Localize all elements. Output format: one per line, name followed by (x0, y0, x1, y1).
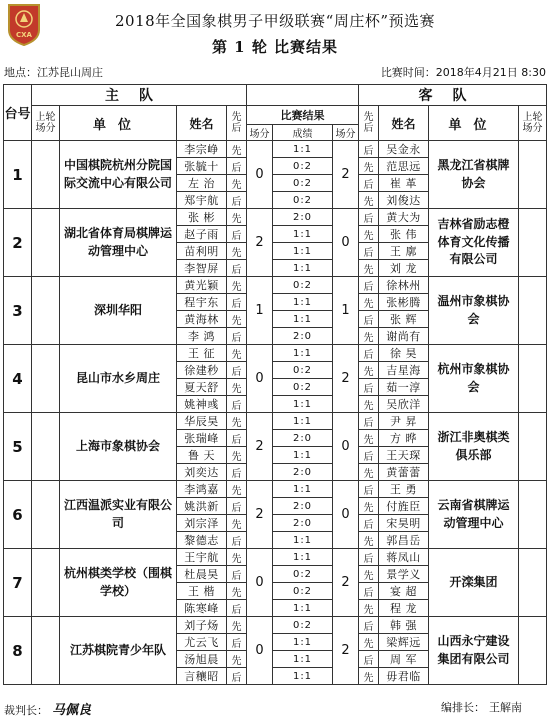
home-player-name: 赵子雨 (177, 226, 227, 243)
home-match-points: 2 (247, 209, 273, 277)
away-player-name: 尹 昇 (379, 413, 429, 430)
home-match-points: 0 (247, 345, 273, 413)
home-player-name: 尤云飞 (177, 634, 227, 651)
away-side: 先 (359, 396, 379, 413)
away-side: 后 (359, 209, 379, 226)
away-side: 后 (359, 141, 379, 158)
game-score: 1:1 (273, 243, 333, 260)
game-score: 2:0 (273, 328, 333, 345)
away-side: 后 (359, 345, 379, 362)
away-player-name: 宴 超 (379, 583, 429, 600)
away-unit: 吉林省励志橙体育文化传播有限公司 (429, 209, 519, 277)
away-side: 后 (359, 311, 379, 328)
away-prev-points (519, 413, 547, 481)
away-match-points: 2 (333, 345, 359, 413)
home-match-points: 2 (247, 413, 273, 481)
game-score: 2:0 (273, 515, 333, 532)
away-player-name: 梁辉远 (379, 634, 429, 651)
home-unit: 江苏棋院青少年队 (60, 617, 177, 685)
away-player-name: 茹一淳 (379, 379, 429, 396)
away-side: 先 (359, 192, 379, 209)
home-player-name: 苗利明 (177, 243, 227, 260)
game-score: 1:1 (273, 396, 333, 413)
away-match-points: 0 (333, 209, 359, 277)
away-side: 先 (359, 430, 379, 447)
away-unit: 杭州市象棋协会 (429, 345, 519, 413)
away-side: 先 (359, 600, 379, 617)
game-score: 1:1 (273, 600, 333, 617)
home-side: 后 (227, 430, 247, 447)
home-side: 先 (227, 243, 247, 260)
home-prev-points (32, 413, 60, 481)
game-score: 1:1 (273, 413, 333, 430)
table-number: 5 (4, 413, 32, 481)
home-side: 后 (227, 158, 247, 175)
home-side-header: 先后 (227, 106, 247, 141)
game-score: 0:2 (273, 583, 333, 600)
away-side: 先 (359, 294, 379, 311)
away-player-name: 谢尚有 (379, 328, 429, 345)
home-side: 后 (227, 294, 247, 311)
away-unit-header: 单位 (429, 106, 519, 141)
results-table (3, 84, 547, 685)
away-match-points-header: 场分 (333, 125, 359, 141)
away-side: 后 (359, 413, 379, 430)
away-side: 后 (359, 447, 379, 464)
home-player-name: 李智屏 (177, 260, 227, 277)
home-name-header: 姓名 (177, 106, 227, 141)
away-player-name: 王天琛 (379, 447, 429, 464)
table-row (4, 141, 547, 158)
away-side: 后 (359, 549, 379, 566)
home-prev-points (32, 209, 60, 277)
away-side: 先 (359, 634, 379, 651)
away-side: 先 (359, 226, 379, 243)
away-side: 后 (359, 515, 379, 532)
away-player-name: 景学义 (379, 566, 429, 583)
home-player-name: 左 治 (177, 175, 227, 192)
away-match-points: 0 (333, 481, 359, 549)
home-player-name: 徐建秒 (177, 362, 227, 379)
home-side: 后 (227, 328, 247, 345)
venue-label: 地点：江苏昆山周庄 (4, 66, 103, 79)
away-name-header: 姓名 (379, 106, 429, 141)
away-side: 先 (359, 566, 379, 583)
game-score: 1:1 (273, 141, 333, 158)
table-row (4, 617, 547, 634)
away-side-header: 先后 (359, 106, 379, 141)
home-prev-points-header: 上轮场分 (32, 106, 60, 141)
game-score: 0:2 (273, 158, 333, 175)
home-side: 先 (227, 277, 247, 294)
home-side: 后 (227, 600, 247, 617)
home-prev-points (32, 277, 60, 345)
game-score: 1:1 (273, 668, 333, 685)
table-number: 4 (4, 345, 32, 413)
game-score: 1:1 (273, 226, 333, 243)
home-side: 先 (227, 447, 247, 464)
away-match-points: 2 (333, 141, 359, 209)
game-score: 2:0 (273, 464, 333, 481)
home-player-name: 王 楷 (177, 583, 227, 600)
home-side: 后 (227, 362, 247, 379)
table-number: 8 (4, 617, 32, 685)
away-player-name: 张彬腾 (379, 294, 429, 311)
home-side: 先 (227, 175, 247, 192)
home-player-name: 夏天舒 (177, 379, 227, 396)
home-side: 先 (227, 515, 247, 532)
table-no-header: 台号 (4, 85, 32, 141)
home-side: 后 (227, 498, 247, 515)
home-player-name: 汤旭晨 (177, 651, 227, 668)
game-score: 1:1 (273, 532, 333, 549)
away-side: 先 (359, 464, 379, 481)
home-side: 先 (227, 345, 247, 362)
away-player-name: 郭昌岳 (379, 532, 429, 549)
home-match-points-header: 场分 (247, 125, 273, 141)
away-player-name: 毋君临 (379, 668, 429, 685)
home-side: 先 (227, 209, 247, 226)
home-unit: 杭州棋类学校（围棋学校） (60, 549, 177, 617)
game-score: 1:1 (273, 481, 333, 498)
home-side: 先 (227, 481, 247, 498)
away-unit: 浙江非奥棋类俱乐部 (429, 413, 519, 481)
away-player-name: 周 军 (379, 651, 429, 668)
game-score: 0:2 (273, 362, 333, 379)
away-side: 先 (359, 532, 379, 549)
home-unit-header: 单位 (60, 106, 177, 141)
away-side: 先 (359, 668, 379, 685)
home-player-name: 张 彬 (177, 209, 227, 226)
table-row (4, 209, 547, 226)
home-prev-points (32, 549, 60, 617)
home-side: 先 (227, 617, 247, 634)
home-side: 先 (227, 311, 247, 328)
arranger-signature-block (441, 699, 522, 715)
away-player-name: 程 龙 (379, 600, 429, 617)
home-player-name: 王 征 (177, 345, 227, 362)
home-prev-points (32, 141, 60, 209)
away-side: 先 (359, 328, 379, 345)
away-match-points: 2 (333, 617, 359, 685)
home-unit: 江西温派实业有限公司 (60, 481, 177, 549)
away-side: 先 (359, 260, 379, 277)
game-score: 1:1 (273, 651, 333, 668)
home-player-name: 李 鸿 (177, 328, 227, 345)
game-score: 2:0 (273, 209, 333, 226)
arranger-name: 王解南 (489, 701, 522, 714)
away-player-name: 王 廓 (379, 243, 429, 260)
table-number: 7 (4, 549, 32, 617)
home-match-points: 0 (247, 141, 273, 209)
away-player-name: 付旌臣 (379, 498, 429, 515)
game-score: 0:2 (273, 175, 333, 192)
away-side: 后 (359, 243, 379, 260)
game-score: 0:2 (273, 566, 333, 583)
home-side: 后 (227, 634, 247, 651)
away-player-name: 黄蕾蕾 (379, 464, 429, 481)
away-player-name: 韩 强 (379, 617, 429, 634)
away-team-header: 客队 (359, 85, 547, 106)
home-player-name: 姚神彧 (177, 396, 227, 413)
home-unit: 昆山市水乡周庄 (60, 345, 177, 413)
referee-signature: 马佩良 (52, 703, 92, 718)
home-player-name: 张毓十 (177, 158, 227, 175)
away-match-points: 2 (333, 549, 359, 617)
away-match-points: 0 (333, 413, 359, 481)
home-side: 后 (227, 260, 247, 277)
home-side: 后 (227, 532, 247, 549)
referee-label: 裁判长： (4, 704, 48, 717)
home-player-name: 张瑞峰 (177, 430, 227, 447)
home-player-name: 李宗峥 (177, 141, 227, 158)
away-prev-points (519, 345, 547, 413)
game-score: 1:1 (273, 260, 333, 277)
away-player-name: 吴金永 (379, 141, 429, 158)
away-player-name: 刘 龙 (379, 260, 429, 277)
away-player-name: 徐林州 (379, 277, 429, 294)
home-side: 后 (227, 464, 247, 481)
home-side: 后 (227, 226, 247, 243)
home-player-name: 黄海林 (177, 311, 227, 328)
table-row (4, 481, 547, 498)
home-player-name: 黄光颖 (177, 277, 227, 294)
away-unit: 黑龙江省棋牌协会 (429, 141, 519, 209)
home-player-name: 刘子炀 (177, 617, 227, 634)
away-unit: 山西永宁建设集团有限公司 (429, 617, 519, 685)
away-prev-points (519, 481, 547, 549)
away-player-name: 王 勇 (379, 481, 429, 498)
home-player-name: 刘宗泽 (177, 515, 227, 532)
home-unit: 中国棋院杭州分院国际交流中心有限公司 (60, 141, 177, 209)
table-number: 3 (4, 277, 32, 345)
spacer (247, 85, 359, 106)
away-side: 后 (359, 175, 379, 192)
score-header: 成绩 (273, 125, 333, 141)
away-side: 后 (359, 277, 379, 294)
home-side: 后 (227, 668, 247, 685)
game-score: 1:1 (273, 447, 333, 464)
away-player-name: 蒋凤山 (379, 549, 429, 566)
away-prev-points (519, 549, 547, 617)
away-prev-points (519, 141, 547, 209)
round-subtitle: 第 1 轮 比赛结果 (211, 38, 339, 56)
home-side: 先 (227, 141, 247, 158)
away-player-name: 张 辉 (379, 311, 429, 328)
away-unit: 温州市象棋协会 (429, 277, 519, 345)
table-row (4, 549, 547, 566)
away-player-name: 刘俊达 (379, 192, 429, 209)
home-player-name: 刘奕达 (177, 464, 227, 481)
home-player-name: 姚洪新 (177, 498, 227, 515)
home-player-name: 李鸿嘉 (177, 481, 227, 498)
game-score: 2:0 (273, 498, 333, 515)
home-side: 后 (227, 192, 247, 209)
home-side: 后 (227, 396, 247, 413)
away-player-name: 方 晔 (379, 430, 429, 447)
home-match-points: 2 (247, 481, 273, 549)
game-score: 1:1 (273, 294, 333, 311)
result-group-header: 比赛结果 (247, 106, 359, 125)
arranger-label: 编排长： (441, 701, 485, 714)
away-player-name: 张 伟 (379, 226, 429, 243)
away-side: 后 (359, 481, 379, 498)
home-unit: 深圳华阳 (60, 277, 177, 345)
game-score: 1:1 (273, 345, 333, 362)
away-unit: 开滦集团 (429, 549, 519, 617)
home-unit: 上海市象棋协会 (60, 413, 177, 481)
game-score: 2:0 (273, 430, 333, 447)
away-prev-points-header: 上轮场分 (519, 106, 547, 141)
home-match-points: 0 (247, 617, 273, 685)
away-side: 先 (359, 158, 379, 175)
game-score: 1:1 (273, 311, 333, 328)
home-player-name: 程宇东 (177, 294, 227, 311)
home-player-name: 华辰昊 (177, 413, 227, 430)
away-side: 先 (359, 362, 379, 379)
game-score: 1:1 (273, 549, 333, 566)
home-match-points: 1 (247, 277, 273, 345)
home-match-points: 0 (247, 549, 273, 617)
home-side: 先 (227, 379, 247, 396)
home-side: 先 (227, 583, 247, 600)
table-row (4, 413, 547, 430)
home-player-name: 王宇航 (177, 549, 227, 566)
home-player-name: 鲁 天 (177, 447, 227, 464)
game-score: 0:2 (273, 277, 333, 294)
away-side: 后 (359, 583, 379, 600)
home-team-header: 主队 (32, 85, 247, 106)
away-prev-points (519, 209, 547, 277)
home-side: 先 (227, 651, 247, 668)
home-prev-points (32, 481, 60, 549)
home-player-name: 陈寒峰 (177, 600, 227, 617)
game-score: 0:2 (273, 617, 333, 634)
home-unit: 湖北省体育局棋牌运动管理中心 (60, 209, 177, 277)
home-side: 先 (227, 413, 247, 430)
away-side: 后 (359, 651, 379, 668)
away-player-name: 崔 革 (379, 175, 429, 192)
away-player-name: 吉星海 (379, 362, 429, 379)
home-side: 先 (227, 549, 247, 566)
away-side: 后 (359, 379, 379, 396)
table-row (4, 277, 547, 294)
game-score: 1:1 (273, 634, 333, 651)
away-side: 先 (359, 498, 379, 515)
away-prev-points (519, 277, 547, 345)
home-player-name: 黎德志 (177, 532, 227, 549)
game-score: 0:2 (273, 379, 333, 396)
away-match-points: 1 (333, 277, 359, 345)
home-side: 后 (227, 566, 247, 583)
table-row (4, 345, 547, 362)
page-title: 2018年全国象棋男子甲级联赛“周庄杯”预选赛 (114, 12, 435, 30)
table-number: 1 (4, 141, 32, 209)
home-player-name: 杜晨昊 (177, 566, 227, 583)
home-prev-points (32, 617, 60, 685)
away-player-name: 吴欣洋 (379, 396, 429, 413)
table-number: 6 (4, 481, 32, 549)
game-score: 0:2 (273, 192, 333, 209)
away-side: 后 (359, 617, 379, 634)
referee-signature-block (4, 699, 91, 718)
away-player-name: 范思远 (379, 158, 429, 175)
away-player-name: 黄大为 (379, 209, 429, 226)
away-unit: 云南省棋牌运动管理中心 (429, 481, 519, 549)
away-player-name: 宋昊明 (379, 515, 429, 532)
match-time-label: 比赛时间：2018年4月21日 8:30 (380, 66, 546, 79)
home-player-name: 言穰昭 (177, 668, 227, 685)
svg-text:CXA: CXA (16, 31, 32, 39)
home-prev-points (32, 345, 60, 413)
away-prev-points (519, 617, 547, 685)
away-player-name: 徐 昊 (379, 345, 429, 362)
home-player-name: 郑宇航 (177, 192, 227, 209)
table-number: 2 (4, 209, 32, 277)
